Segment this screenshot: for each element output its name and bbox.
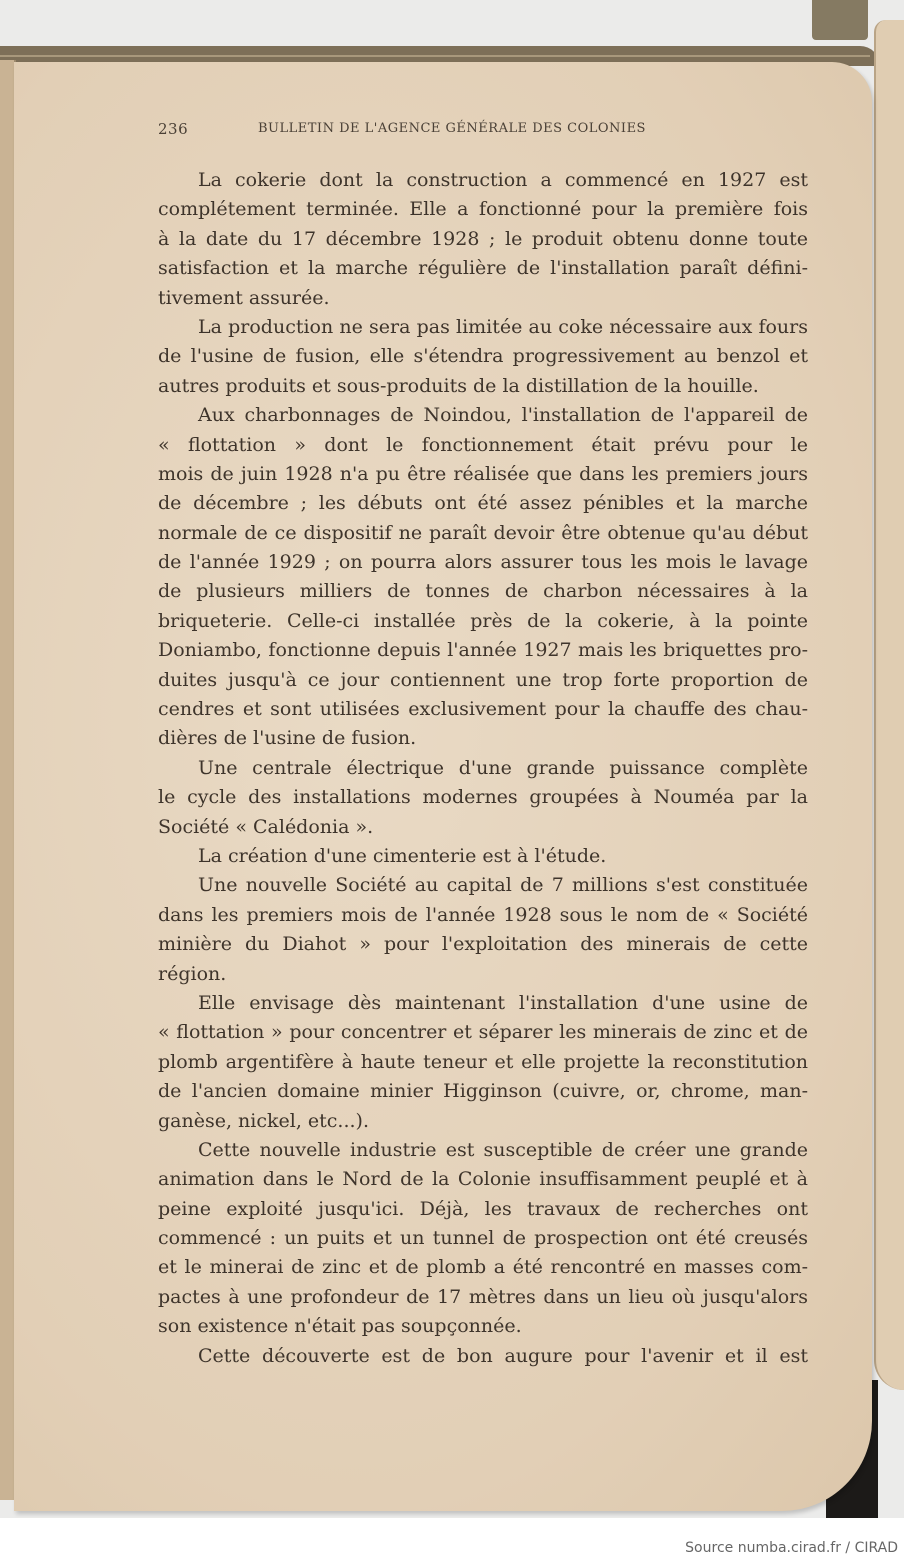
text-line: plomb argentifère à haute teneur et elle projette la reconstitution — [158, 1050, 808, 1073]
facing-page-edge — [874, 20, 904, 1390]
text-line: commencé : un puits et un tunnel de prospection ont été creusés — [158, 1227, 808, 1250]
text-line: tivement assurée. — [158, 286, 330, 309]
text-line: La production ne sera pas limitée au coke nécessaire aux fours — [198, 315, 808, 338]
text-line: Une centrale électrique d'une grande puissance complète — [198, 756, 808, 779]
text-line: de l'ancien domaine minier Higginson (cuivre, or, chrome, man- — [158, 1080, 808, 1103]
text-line: dières de l'usine de fusion. — [158, 727, 417, 750]
text-line: pactes à une profondeur de 17 mètres dans un lieu où jusqu'alors — [158, 1285, 808, 1308]
text-line: région. — [158, 962, 227, 985]
text-line: de décembre ; les débuts ont été assez pénibles et la marche — [158, 492, 808, 515]
text-line: « flottation » pour concentrer et séparer les minerais de zinc et de — [158, 1021, 808, 1044]
text-line: duites jusqu'à ce jour contiennent une trop forte proportion de — [158, 668, 808, 691]
text-line: son existence n'était pas soupçonnée. — [158, 1315, 522, 1338]
source-credit: Source numba.cirad.fr / CIRAD — [685, 1540, 898, 1556]
page-number: 236 — [158, 120, 189, 138]
text-line: Aux charbonnages de Noindou, l'installation de l'appareil de — [198, 404, 808, 427]
book-spine-tab — [812, 0, 868, 40]
text-line: de l'usine de fusion, elle s'étendra progressivement au benzol et — [158, 345, 808, 368]
text-line: à la date du 17 décembre 1928 ; le produit obtenu donne toute — [158, 227, 808, 250]
text-line: de l'année 1929 ; on pourra alors assurer tous les mois le lavage — [158, 551, 808, 574]
text-line: minière du Diahot » pour l'exploitation des minerais de cette — [158, 933, 808, 956]
text-line: de plusieurs milliers de tonnes de charbon nécessaires à la — [158, 580, 808, 603]
text-line: cendres et sont utilisées exclusivement pour la chauffe des chau- — [158, 698, 808, 721]
text-line: Doniambo, fonctionne depuis l'année 1927 mais les briquettes pro- — [158, 639, 808, 662]
text-line: satisfaction et la marche régulière de l'installation paraît défini- — [158, 257, 808, 280]
text-line: La cokerie dont la construction a commencé en 1927 est — [198, 169, 808, 191]
text-line: Elle envisage dès maintenant l'installation d'une usine de — [198, 991, 808, 1014]
text-line: Société « Calédonia ». — [158, 815, 374, 838]
running-head: BULLETIN DE L'AGENCE GÉNÉRALE DES COLONIES — [258, 121, 646, 136]
text-line: Cette découverte est de bon augure pour l'avenir et il est — [198, 1344, 808, 1367]
text-line: Une nouvelle Société au capital de 7 millions s'est constituée — [198, 874, 808, 897]
text-line: peine exploité jusqu'ici. Déjà, les travaux de recherches ont — [158, 1197, 808, 1220]
text-line: autres produits et sous-produits de la distillation de la houille. — [158, 374, 759, 397]
text-line: normale de ce dispositif ne paraît devoir être obtenue qu'au début — [158, 521, 808, 544]
text-line: mois de juin 1928 n'a pu être réalisée que dans les premiers jours — [158, 462, 808, 485]
text-line: et le minerai de zinc et de plomb a été rencontré en masses com- — [158, 1256, 808, 1279]
text-line: briqueterie. Celle-ci installée près de la cokerie, à la pointe — [158, 609, 808, 632]
text-line: animation dans le Nord de la Colonie insuffisamment peuplé et à — [158, 1168, 808, 1191]
text-line: ganèse, nickel, etc...). — [158, 1109, 370, 1132]
body-text — [158, 166, 808, 1371]
text-line: « flottation » dont le fonctionnement était prévu pour le — [158, 433, 808, 456]
text-line: Cette nouvelle industrie est susceptible de créer une grande — [198, 1138, 808, 1161]
text-line: le cycle des installations modernes groupées à Nouméa par la — [158, 786, 808, 809]
text-line: La création d'une cimenterie est à l'étude. — [198, 844, 607, 867]
text-line: dans les premiers mois de l'année 1928 sous le nom de « Société — [158, 903, 808, 926]
text-line: complétement terminée. Elle a fonctionné pour la première fois — [158, 198, 808, 221]
